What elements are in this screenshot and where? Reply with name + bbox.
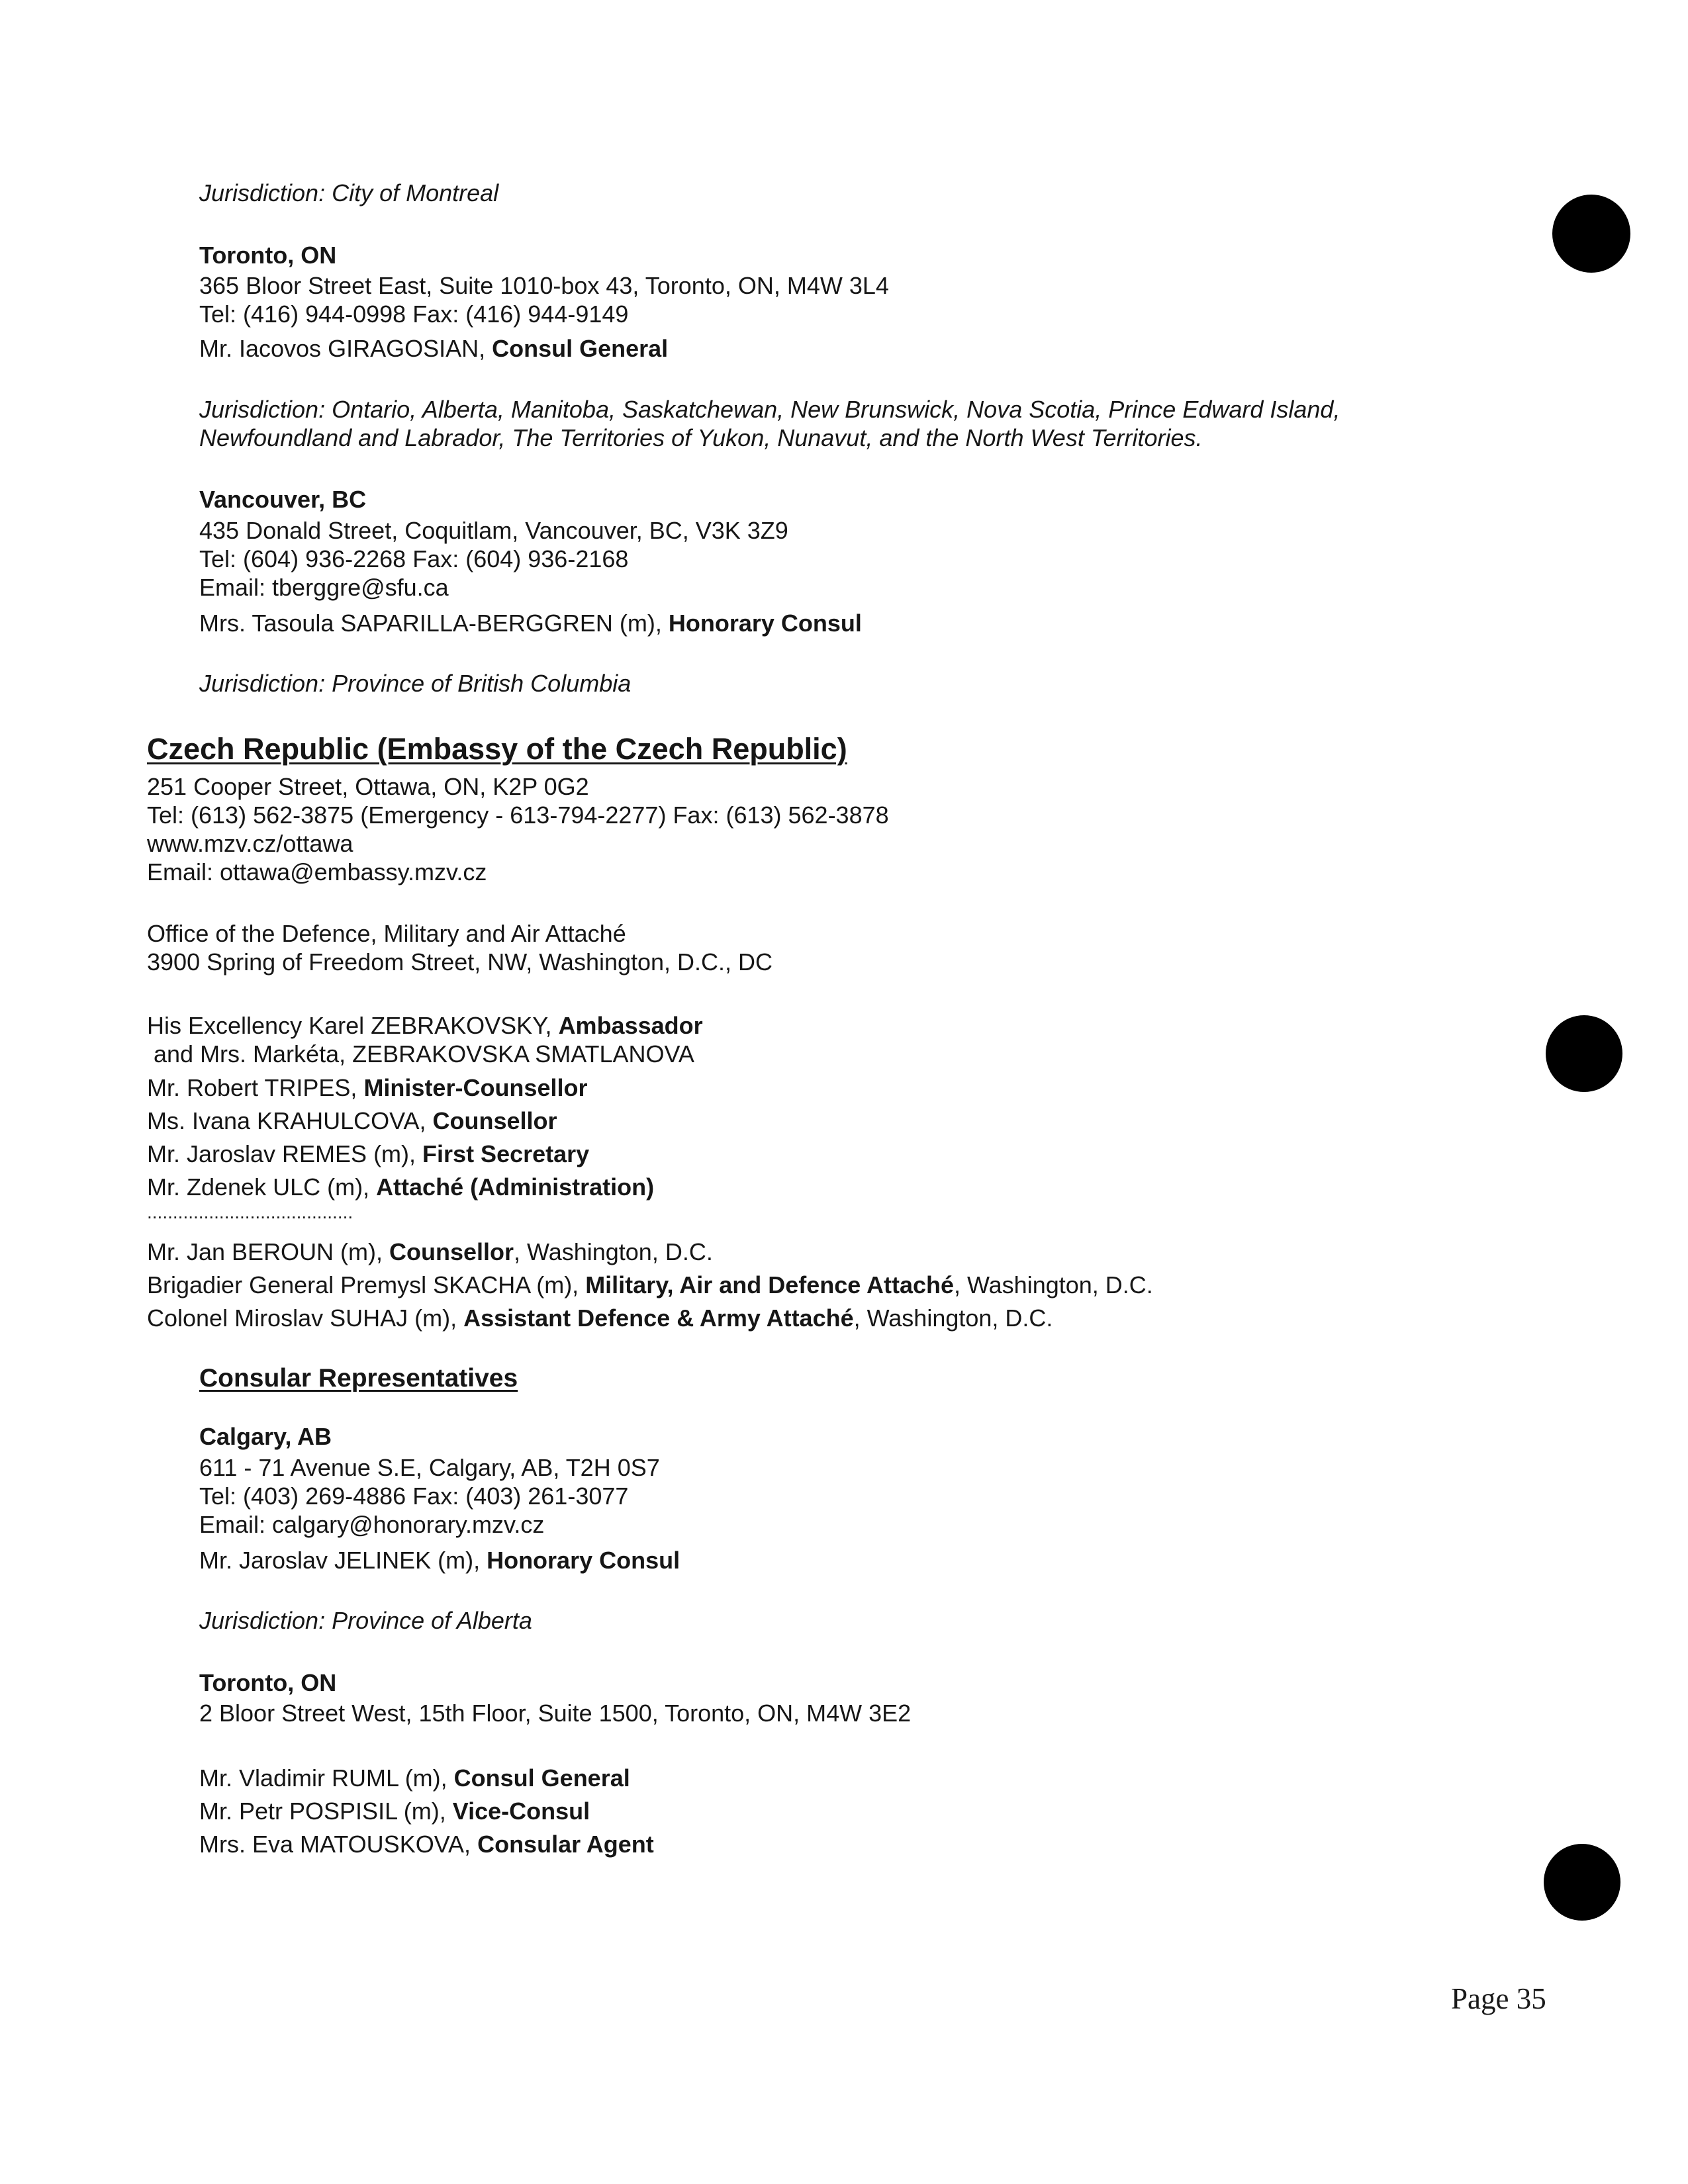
person-location: , Washington, D.C. [514, 1238, 713, 1265]
person-name: Brigadier General Premysl SKACHA (m), [147, 1271, 586, 1298]
person-title: Assistant Defence & Army Attaché [463, 1304, 854, 1332]
person-title: Vice-Consul [452, 1797, 590, 1825]
person-title: Honorary Consul [487, 1547, 680, 1574]
calgary-email: Email: calgary@honorary.mzv.cz [199, 1511, 545, 1538]
consular-subheading: Consular Representatives [199, 1364, 518, 1392]
punch-hole-icon [1544, 1844, 1620, 1921]
calgary-jurisdiction: Jurisdiction: Province of Alberta [199, 1607, 532, 1634]
person-title: Counsellor [432, 1107, 557, 1134]
staff-line [147, 1040, 694, 1068]
staff-line [147, 1271, 1153, 1299]
czech-website: www.mzv.cz/ottawa [147, 830, 353, 857]
toronto2-address: 2 Bloor Street West, 15th Floor, Suite 1500, Toronto, ON, M4W 3E2 [199, 1700, 912, 1727]
toronto2-city-heading: Toronto, ON [199, 1669, 337, 1696]
person-name: Mr. Jaroslav JELINEK (m), [199, 1547, 487, 1574]
vancouver-consul [199, 609, 862, 637]
person-name: Mrs. Tasoula SAPARILLA-BERGGREN (m), [199, 610, 669, 637]
vancouver-email: Email: tberggre@sfu.ca [199, 574, 449, 601]
staff-line [147, 1073, 587, 1102]
person-name: Ms. Ivana KRAHULCOVA, [147, 1107, 433, 1134]
calgary-consul [199, 1546, 680, 1574]
staff-line [147, 1173, 654, 1201]
person-name: Mr. Vladimir RUML (m), [199, 1764, 454, 1792]
staff-line [147, 1011, 703, 1040]
dotted-separator: ........................................ [147, 1202, 353, 1222]
person-name: Mrs. Eva MATOUSKOVA, [199, 1831, 478, 1858]
person-name: Mr. Jaroslav REMES (m), [147, 1140, 423, 1167]
person-name: Colonel Miroslav SUHAJ (m), [147, 1304, 464, 1332]
person-location: , Washington, D.C. [853, 1304, 1053, 1332]
punch-hole-icon [1546, 1015, 1622, 1092]
czech-tel: Tel: (613) 562-3875 (Emergency - 613-794-2277) Fax: (613) 562-3878 [147, 801, 889, 829]
person-title: Ambassador [558, 1012, 703, 1039]
person-title: Consular Agent [477, 1831, 654, 1858]
calgary-address: 611 - 71 Avenue S.E, Calgary, AB, T2H 0S7 [199, 1454, 660, 1481]
person-title: Military, Air and Defence Attaché [585, 1271, 954, 1298]
czech-address: 251 Cooper Street, Ottawa, ON, K2P 0G2 [147, 773, 589, 800]
person-title: Minister-Counsellor [363, 1074, 588, 1101]
czech-email: Email: ottawa@embassy.mzv.cz [147, 858, 487, 886]
person-title: Honorary Consul [668, 610, 862, 637]
vancouver-address: 435 Donald Street, Coquitlam, Vancouver, BC, V3K 3Z9 [199, 517, 788, 544]
toronto-address: 365 Bloor Street East, Suite 1010-box 43, Toronto, ON, M4W 3L4 [199, 272, 889, 299]
staff-line [199, 1764, 630, 1792]
person-title: Counsellor [389, 1238, 514, 1265]
staff-line [147, 1304, 1053, 1332]
person-location: , Washington, D.C. [954, 1271, 1153, 1298]
calgary-tel: Tel: (403) 269-4886 Fax: (403) 261-3077 [199, 1482, 629, 1510]
toronto-consul [199, 334, 668, 363]
toronto-jurisdiction-line1: Jurisdiction: Ontario, Alberta, Manitoba, Saskatchewan, New Brunswick, Nova Scotia, Prince Edward Island, [199, 396, 1340, 423]
person-title: Consul General [453, 1764, 630, 1792]
vancouver-jurisdiction: Jurisdiction: Province of British Columbia [199, 670, 632, 697]
staff-line [147, 1238, 713, 1266]
montreal-jurisdiction: Jurisdiction: City of Montreal [199, 179, 499, 206]
page-number: Page 35 [1451, 1982, 1546, 2015]
person-name: Mr. Petr POSPISIL (m), [199, 1797, 453, 1825]
person-name: Mr. Robert TRIPES, [147, 1074, 364, 1101]
toronto-city-heading: Toronto, ON [199, 242, 337, 269]
staff-line [147, 1140, 589, 1168]
person-title: First Secretary [422, 1140, 590, 1167]
person-name: Mr. Jan BEROUN (m), [147, 1238, 390, 1265]
person-title: Attaché (Administration) [376, 1173, 655, 1201]
person-name: Mr. Zdenek ULC (m), [147, 1173, 377, 1201]
staff-line [199, 1830, 654, 1858]
person-name: Mr. Iacovos GIRAGOSIAN, [199, 335, 492, 362]
czech-office-line2: 3900 Spring of Freedom Street, NW, Washington, D.C., DC [147, 948, 773, 976]
person-name: His Excellency Karel ZEBRAKOVSKY, [147, 1012, 559, 1039]
toronto-jurisdiction-line2: Newfoundland and Labrador, The Territories of Yukon, Nunavut, and the North West Territories. [199, 424, 1203, 451]
vancouver-tel: Tel: (604) 936-2268 Fax: (604) 936-2168 [199, 545, 629, 572]
calgary-city-heading: Calgary, AB [199, 1423, 332, 1450]
punch-hole-icon [1552, 195, 1630, 273]
person-title: Consul General [492, 335, 669, 362]
staff-line [199, 1797, 590, 1825]
vancouver-city-heading: Vancouver, BC [199, 486, 367, 513]
staff-line [147, 1107, 557, 1135]
czech-section-heading: Czech Republic (Embassy of the Czech Republic) [147, 732, 847, 766]
person-name: and Mrs. Markéta, ZEBRAKOVSKA SMATLANOVA [147, 1040, 694, 1068]
czech-office-line1: Office of the Defence, Military and Air Attaché [147, 920, 626, 947]
toronto-tel: Tel: (416) 944-0998 Fax: (416) 944-9149 [199, 300, 629, 328]
